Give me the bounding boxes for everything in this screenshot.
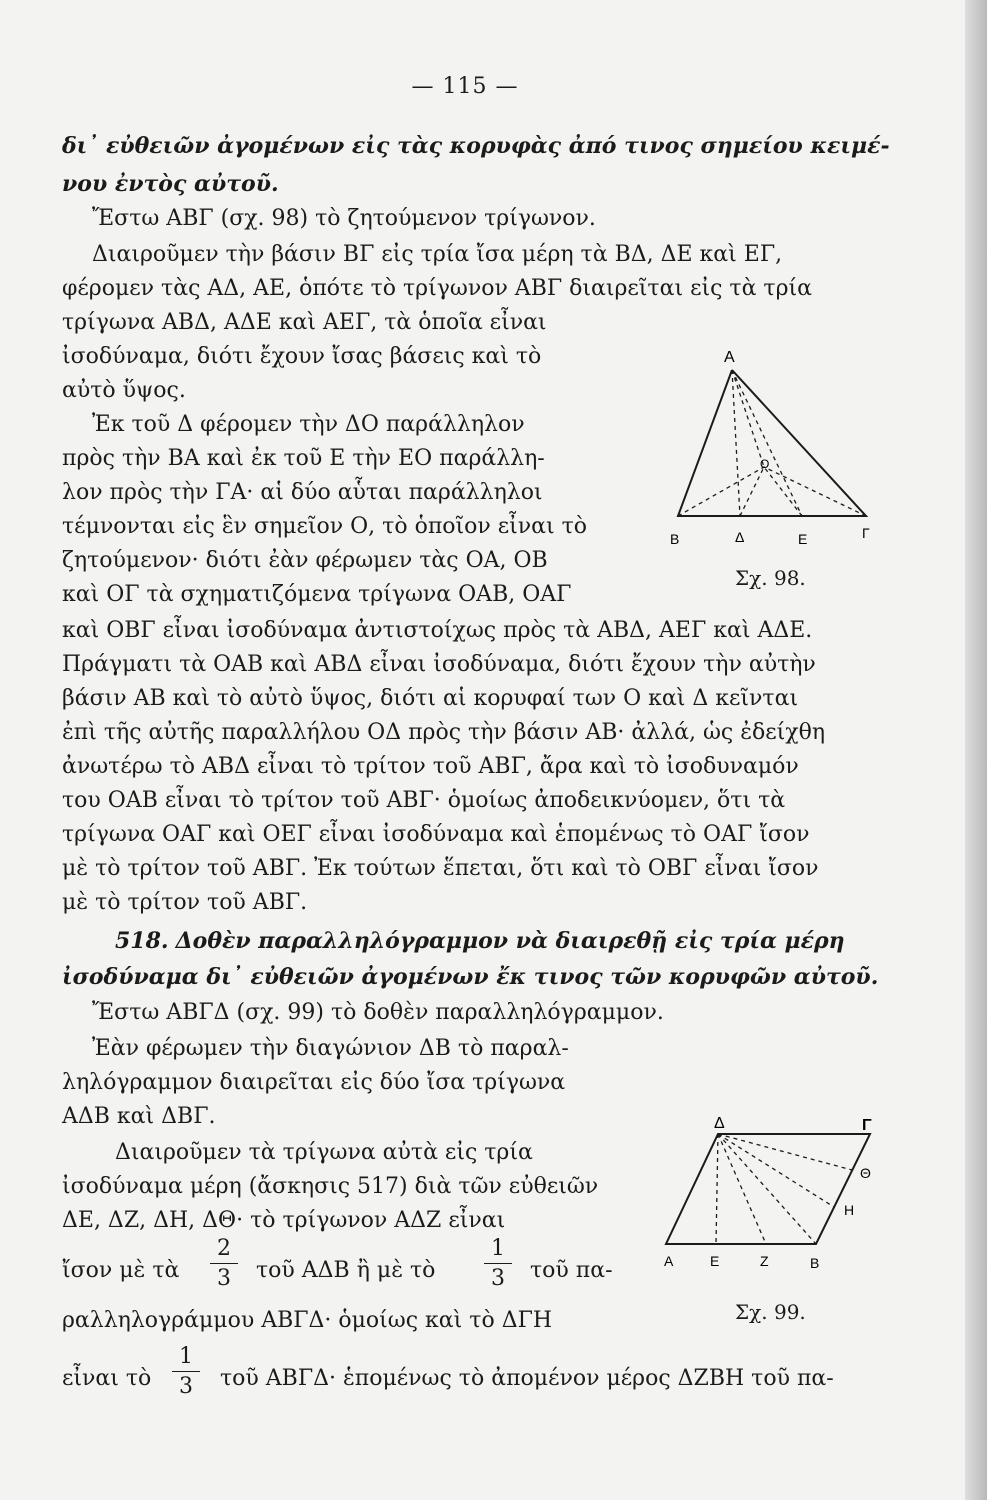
segment-og — [764, 467, 866, 516]
figure-98 — [660, 340, 890, 555]
label-d: Δ — [735, 529, 745, 545]
problem-heading-line-2: ἰσοδύναμα δι᾽ εὐθειῶν ἀγομένων ἔκ τινος τῶν κορυφῶν αὐτοῦ. — [62, 964, 879, 990]
segment-eo — [764, 467, 802, 516]
text-line-5: φέρομεν τὰς ΑΔ, ΑΕ, ὁπότε τὸ τρίγωνον ΑΒΓ διαιρεῖται εἰς τὰ τρία — [62, 276, 813, 301]
text-line-13: ζητούμενον· διότι ἐὰν φέρωμεν τὰς ΟΑ, ΟΒ — [62, 548, 548, 573]
text-line-2: νου ἐντὸς αὐτοῦ. — [62, 171, 279, 197]
fraction-denominator: 3 — [217, 1266, 231, 1291]
text-line-9: Ἐκ τοῦ Δ φέρομεν τὴν ΔΟ παράλληλον — [92, 412, 525, 437]
label-e: E — [710, 1253, 720, 1269]
diagonal-db — [718, 1134, 816, 1244]
text-line-1: δι᾽ εὐθειῶν ἀγομένων εἰς τὰς κορυφὰς ἀπό τινος σημείου κειμέ- — [62, 133, 890, 159]
text-line-23: μὲ τὸ τρίτον τοῦ ΑΒΓ. — [62, 890, 308, 915]
label-b: B — [670, 531, 680, 547]
text-line-22: μὲ τὸ τρίτον τοῦ ΑΒΓ. Ἐκ τούτων ἕπεται, ὅτι καὶ τὸ ΟΒΓ εἶναι ἴσον — [62, 856, 819, 881]
text2-line-4: ΑΔΒ καὶ ΔΒΓ. — [62, 1104, 216, 1129]
text2-line-after-math: ραλληλογράμμου ΑΒΓΔ· ὁμοίως καὶ τὸ ΔΓΗ — [62, 1308, 553, 1333]
text2-line-2: Ἐὰν φέρωμεν τὴν διαγώνιον ΔΒ τὸ παραλ- — [92, 1036, 569, 1061]
label-b: B — [810, 1255, 820, 1271]
text-line-15: καὶ ΟΒΓ εἶναι ἰσοδύναμα ἀντιστοίχως πρὸς τὰ ΑΒΔ, ΑΕΓ καὶ ΑΔΕ. — [62, 618, 813, 643]
label-g: Γ — [862, 525, 870, 541]
fraction-bar — [172, 1371, 200, 1372]
text-line-10: πρὸς τὴν ΒΑ καὶ ἐκ τοῦ Ε τὴν ΕΟ παράλλη- — [62, 446, 545, 471]
segment-ob — [678, 467, 764, 516]
segment-dh — [718, 1134, 834, 1207]
page-number: — 115 — — [411, 74, 519, 99]
label-e: E — [798, 531, 808, 547]
triangle-abg — [678, 370, 866, 516]
text-line-18: ἐπὶ τῆς αὐτῆς παραλλήλου ΟΔ πρὸς τὴν βάσιν ΑΒ· ἀλλά, ὡς ἐδείχθη — [62, 720, 826, 745]
fraction-bar — [210, 1263, 238, 1264]
figure-99 — [660, 1110, 900, 1285]
text2-line-7: ΔΕ, ΔΖ, ΔΗ, ΔΘ· τὸ τρίγωνον ΑΔΖ εἶναι — [62, 1208, 506, 1233]
text2-line-1: Ἔστω ΑΒΓΔ (σχ. 99) τὸ δοθὲν παραλληλόγραμμον. — [92, 1000, 664, 1025]
label-h: H — [844, 1202, 855, 1218]
text-line-7: ἰσοδύναμα, διότι ἔχουν ἴσας βάσεις καὶ τὸ — [62, 344, 542, 369]
text-line-12: τέμνονται εἰς ἓν σημεῖον Ο, τὸ ὁποῖον εἶναι τὸ — [62, 514, 588, 539]
text-line-20: του ΟΑΒ εἶναι τὸ τρίτον τοῦ ΑΒΓ· ὁμοίως ἀποδεικνύομεν, ὅτι τὰ — [62, 788, 786, 813]
page-edge — [965, 0, 987, 1500]
text-line-14: καὶ ΟΓ τὰ σχηματιζόμενα τρίγωνα ΟΑΒ, ΟΑΓ — [62, 582, 572, 607]
math-line-1-post: τοῦ πα- — [530, 1258, 613, 1283]
math-line-2-post: τοῦ ΑΒΓΔ· ἑπομένως τὸ ἀπομένον μέρος ΔΖΒΗ τοῦ πα- — [220, 1366, 834, 1391]
segment-do — [740, 467, 764, 516]
problem-heading-line-1 — [115, 926, 845, 957]
figure-99-caption: Σχ. 99. — [735, 1300, 806, 1324]
segment-ae — [732, 370, 802, 516]
problem-number: 518. — [115, 928, 169, 954]
text2-line-6: ἰσοδύναμα μέρη (ἄσκησις 517) διὰ τῶν εὐθειῶν — [62, 1174, 599, 1199]
math-line-1-mid: τοῦ ΑΔΒ ἢ μὲ τὸ — [256, 1258, 436, 1283]
text-line-17: βάσιν ΑΒ καὶ τὸ αὐτὸ ὕψος, διότι αἱ κορυφαί των Ο καὶ Δ κεῖνται — [62, 686, 799, 711]
fraction-denominator: 3 — [491, 1266, 505, 1291]
label-th: Θ — [860, 1165, 871, 1181]
text2-line-5: Διαιροῦμεν τὰ τρίγωνα αὐτὰ εἰς τρία — [115, 1140, 533, 1165]
text-line-19: ἀνωτέρω τὸ ΑΒΔ εἶναι τὸ τρίτον τοῦ ΑΒΓ, ἄρα καὶ τὸ ἰσοδυναμόν — [62, 754, 799, 779]
label-a: A — [664, 1253, 674, 1269]
text-line-3: Ἔστω ΑΒΓ (σχ. 98) τὸ ζητούμενον τρίγωνον. — [92, 206, 596, 231]
fraction-two-thirds — [210, 1236, 238, 1291]
text-line-6: τρίγωνα ΑΒΔ, ΑΔΕ καὶ ΑΕΓ, τὰ ὁποῖα εἶναι — [62, 310, 547, 335]
label-o: O — [760, 457, 770, 471]
text2-line-3: ληλόγραμμον διαιρεῖται εἰς δύο ἴσα τρίγωνα — [62, 1070, 566, 1095]
segment-de — [716, 1134, 718, 1244]
fraction-bar — [484, 1263, 512, 1264]
label-a: A — [724, 349, 735, 366]
figure-98-caption: Σχ. 98. — [735, 566, 806, 590]
problem-title-1: Δοθὲν παραλληλόγραμμον νὰ διαιρεθῇ εἰς τρία μέρη — [175, 928, 845, 954]
text-line-4: Διαιροῦμεν τὴν βάσιν ΒΓ εἰς τρία ἴσα μέρη τὰ ΒΔ, ΔΕ καὶ ΕΓ, — [92, 242, 783, 267]
label-g: Γ — [862, 1117, 872, 1134]
math-line-2-pre: εἶναι τὸ — [62, 1366, 152, 1391]
fraction-one-third-b — [172, 1344, 200, 1399]
text-line-21: τρίγωνα ΟΑΓ καὶ ΟΕΓ εἶναι ἰσοδύναμα καὶ ἑπομένως τὸ ΟΑΓ ἴσον — [62, 822, 810, 847]
label-z: Z — [760, 1253, 769, 1269]
label-d: Δ — [714, 1115, 725, 1132]
text-line-16: Πράγματι τὰ ΟΑΒ καὶ ΑΒΔ εἶναι ἰσοδύναμα, διότι ἔχουν τὴν αὐτὴν — [62, 652, 816, 677]
segment-dz — [718, 1134, 766, 1244]
fraction-denominator: 3 — [179, 1374, 193, 1399]
segment-ad — [732, 370, 740, 516]
fraction-numerator: 1 — [179, 1344, 193, 1369]
fraction-numerator: 2 — [217, 1236, 231, 1261]
segment-dth — [718, 1134, 852, 1170]
fraction-one-third-a — [484, 1236, 512, 1291]
text-line-11: λον πρὸς τὴν ΓΑ· αἱ δύο αὗται παράλληλοι — [62, 480, 543, 505]
fraction-numerator: 1 — [491, 1236, 505, 1261]
parallelogram-abgd — [666, 1134, 870, 1244]
text-line-8: αὐτὸ ὕψος. — [62, 378, 186, 403]
math-line-1-pre: ἴσον μὲ τὰ — [62, 1258, 180, 1283]
